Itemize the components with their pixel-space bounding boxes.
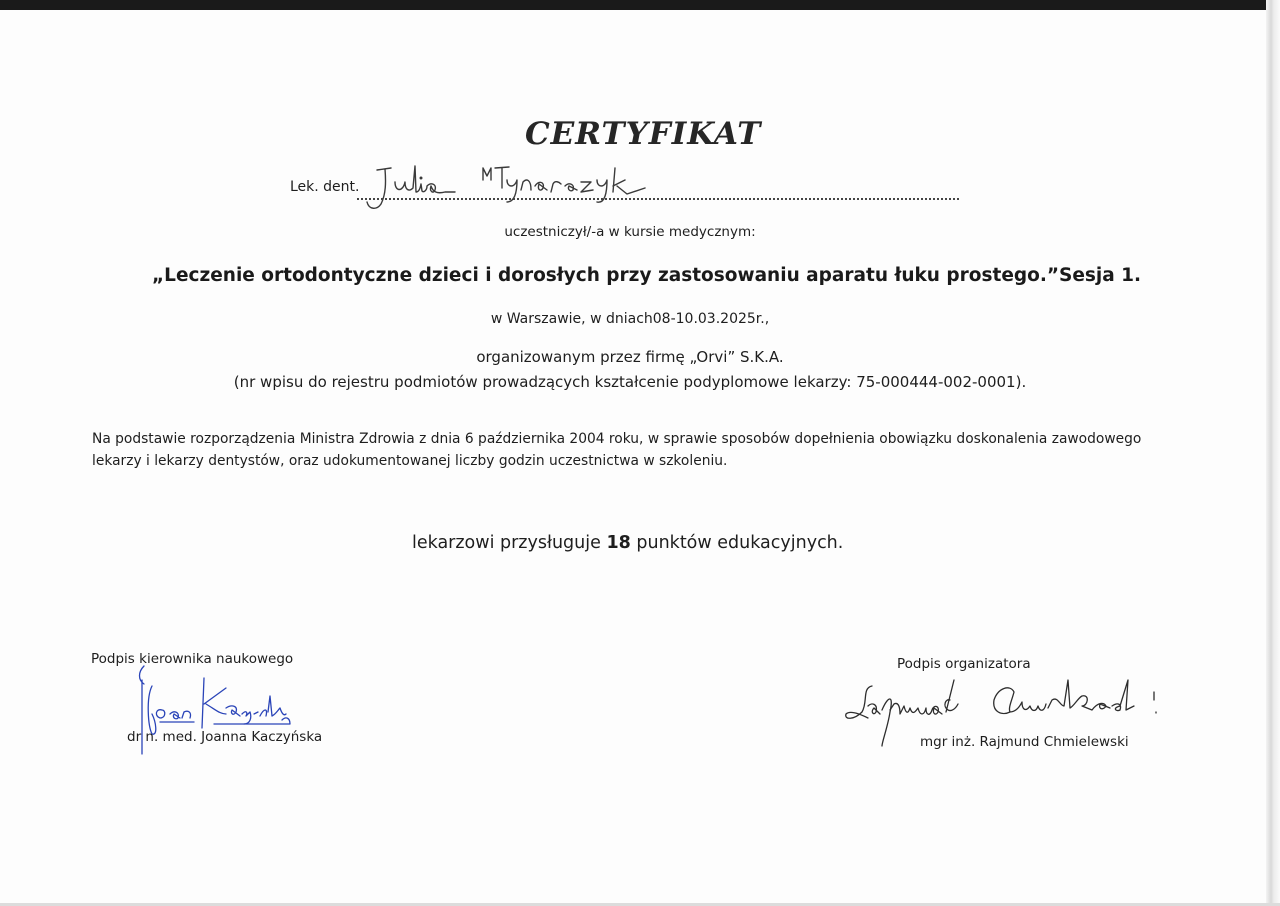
points-statement xyxy=(412,533,843,553)
legal-basis xyxy=(92,428,1162,472)
points-prefix: lekarzowi przysługuje xyxy=(412,533,601,553)
legal-basis-line-2: lekarzy i lekarzy dentystów, oraz udokumentowanej liczby godzin uczestnictwa w szkoleniu. xyxy=(92,453,728,469)
scientific-director-name: dr n. med. Joanna Kaczyńska xyxy=(127,729,323,745)
organizer-signature-label: Podpis organizatora xyxy=(897,656,1031,672)
scientific-director-signature-label: Podpis kierownika naukowego xyxy=(91,651,294,667)
participant-line xyxy=(290,179,360,195)
certificate-title: CERTYFIKAT xyxy=(525,116,762,152)
scan-border-right xyxy=(1266,0,1280,906)
organizer-line: organizowanym przez firmę „Orvi” S.K.A. xyxy=(476,348,784,366)
scan-border-top xyxy=(0,0,1280,10)
organizer-name: mgr inż. Rajmund Chmielewski xyxy=(920,734,1129,750)
legal-basis-line-1: Na podstawie rozporządzenia Ministra Zdrowia z dnia 6 października 2004 roku, w sprawie sposobów dopełnienia obowiązku doskonalenia zawodowego xyxy=(92,431,1142,447)
points-suffix: punktów edukacyjnych. xyxy=(636,533,844,553)
course-title: „Leczenie ortodontyczne dzieci i dorosłych przy zastosowaniu aparatu łuku prostego.”Sesja 1. xyxy=(152,265,1142,286)
place-and-date: w Warszawie, w dniach08-10.03.2025r., xyxy=(490,311,770,327)
registry-line: (nr wpisu do rejestru podmiotów prowadzących kształcenie podyplomowe lekarzy: 75-000444-002-0001). xyxy=(233,373,1027,391)
participation-statement: uczestniczył/-a w kursie medycznym: xyxy=(504,224,756,240)
points-value: 18 xyxy=(606,533,631,553)
title-prefix: Lek. dent. xyxy=(290,179,360,195)
participant-handwritten-name xyxy=(355,158,675,218)
